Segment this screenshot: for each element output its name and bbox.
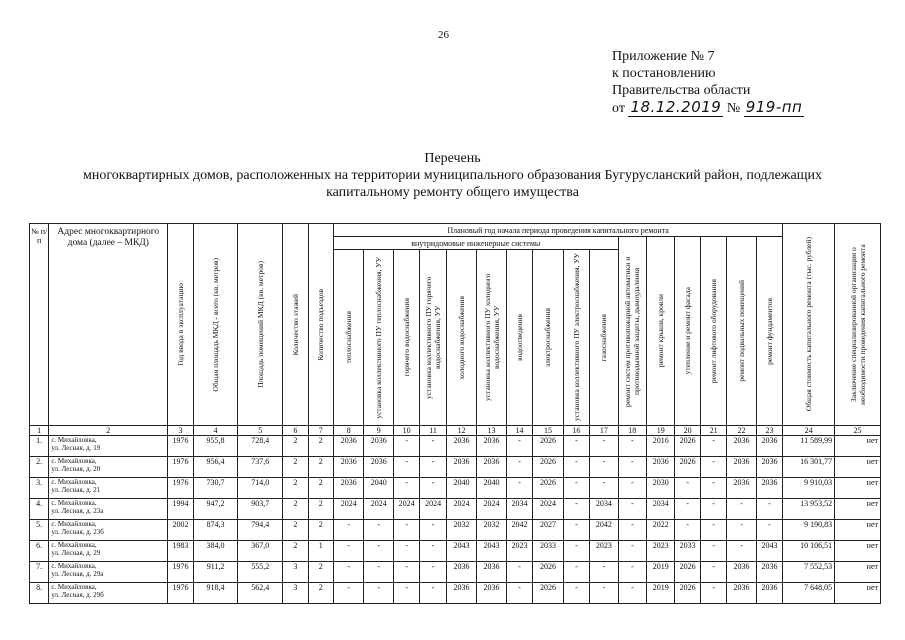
row-cell: 2026 [533, 478, 564, 499]
header-roof: ремонт крыши, кровли [647, 237, 675, 426]
appendix-block [612, 48, 804, 117]
row-cell: 2036 [364, 457, 393, 478]
header-heat-meter: установка коллективного ПУ теплоснабжения, УУ [364, 250, 393, 426]
row-cell: 956,4 [193, 457, 238, 478]
row-cell: 2036 [756, 478, 782, 499]
row-cell: 2023 [590, 541, 618, 562]
row-cell: 2036 [477, 562, 506, 583]
row-address-street: ул. Лесная, д. 29б [51, 591, 104, 599]
row-cell: - [420, 478, 446, 499]
row-cell: 2034 [590, 499, 618, 520]
row-cell: 918,4 [193, 583, 238, 604]
row-cell: 2036 [364, 436, 393, 457]
row-cell: 2036 [477, 457, 506, 478]
row-cell: - [563, 562, 589, 583]
row-cell: 1983 [168, 541, 193, 562]
row-cell: 794,4 [238, 520, 283, 541]
header-power: электроснабжения [533, 250, 564, 426]
row-cell: - [590, 478, 618, 499]
row-cell: 728,4 [238, 436, 283, 457]
row-cell: 1976 [168, 562, 193, 583]
header-plan: Плановый год начала периода проведения капитального ремонта [333, 224, 782, 237]
row-cell: 13 953,52 [783, 499, 835, 520]
header-num: № п/п [30, 224, 49, 426]
row-cell: - [700, 436, 726, 457]
row-cell: 9 190,83 [783, 520, 835, 541]
row-cell: 2019 [647, 583, 675, 604]
houses-table [29, 223, 881, 604]
row-address-settlement: с. Михайловка, [51, 562, 97, 570]
row-cell: 2036 [333, 436, 364, 457]
header-cost: Общая стоимость капитального ремонта (тыс. рублей) [783, 224, 835, 426]
handwritten-date: 18.12.2019 [630, 98, 722, 116]
row-cell: нет [835, 478, 881, 499]
row-cell: 2 [308, 457, 333, 478]
row-cell: 7 552,53 [783, 562, 835, 583]
header-total-area: Общая площадь МКД - всего (кв. метров) [193, 224, 238, 426]
row-cell: 2 [308, 562, 333, 583]
row-address-street: ул. Лесная, д. 29 [51, 549, 101, 557]
row-cell: 2036 [727, 562, 756, 583]
row-cell: 2036 [446, 436, 477, 457]
table-row [30, 499, 881, 520]
row-cell: - [700, 478, 726, 499]
header-power-meter: установка коллективного ПУ электроснабжения, УУ [563, 250, 589, 426]
row-cell: 2026 [675, 436, 700, 457]
row-cell: - [563, 457, 589, 478]
row-address-settlement: с. Михайловка, [51, 436, 97, 444]
row-address [49, 436, 168, 457]
row-address [49, 562, 168, 583]
row-cell: 16 301,77 [783, 457, 835, 478]
row-cell: 2036 [477, 436, 506, 457]
row-cell: - [675, 520, 700, 541]
header-elevator: ремонт лифтового оборудования [700, 237, 726, 426]
header-entrances: Количество подъездов [308, 224, 333, 426]
row-cell: 2032 [477, 520, 506, 541]
row-cell: нет [835, 520, 881, 541]
row-cell: - [618, 562, 646, 583]
row-cell: - [618, 457, 646, 478]
row-cell: 2040 [446, 478, 477, 499]
row-cell: 11 589,99 [783, 436, 835, 457]
row-cell: 2040 [477, 478, 506, 499]
row-cell: 2024 [333, 499, 364, 520]
row-cell: 2036 [756, 562, 782, 583]
row-number: 7. [30, 562, 49, 583]
row-cell: 2016 [647, 436, 675, 457]
row-cell: - [618, 436, 646, 457]
table-row [30, 457, 881, 478]
row-cell: 947,2 [193, 499, 238, 520]
row-cell: 2026 [675, 457, 700, 478]
row-cell: - [393, 457, 419, 478]
row-cell: - [393, 436, 419, 457]
row-cell: - [420, 520, 446, 541]
title-line-1: Перечень [424, 151, 481, 166]
row-cell: 2 [308, 499, 333, 520]
header-hot-water: горячего водоснабжения [393, 250, 419, 426]
row-cell: 2034 [506, 499, 532, 520]
row-cell: 2036 [477, 583, 506, 604]
row-cell: 2026 [675, 583, 700, 604]
row-cell: 1976 [168, 436, 193, 457]
table-row [30, 478, 881, 499]
row-cell: 2040 [364, 478, 393, 499]
row-cell: 2036 [756, 583, 782, 604]
row-cell: нет [835, 499, 881, 520]
title-line-3: капитальному ремонту общего имущества [326, 185, 579, 200]
row-cell: 3 [283, 583, 308, 604]
row-cell: 2043 [756, 541, 782, 562]
row-address-street: ул. Лесная, д. 23а [51, 507, 104, 515]
row-cell: - [506, 583, 532, 604]
row-cell: 2036 [756, 436, 782, 457]
row-cell: - [364, 541, 393, 562]
row-cell: 2 [308, 478, 333, 499]
row-cell: - [420, 457, 446, 478]
row-number: 3. [30, 478, 49, 499]
row-cell: нет [835, 583, 881, 604]
row-number: 1. [30, 436, 49, 457]
row-cell: - [364, 562, 393, 583]
header-floors: Количество этажей [283, 224, 308, 426]
column-number: 20 [675, 426, 700, 436]
table-row [30, 583, 881, 604]
page-number: 26 [438, 29, 449, 41]
row-cell: 2 [283, 499, 308, 520]
row-cell: - [618, 583, 646, 604]
row-cell: 2043 [446, 541, 477, 562]
row-cell: 2036 [727, 436, 756, 457]
row-cell: - [590, 436, 618, 457]
column-number: 3 [168, 426, 193, 436]
appendix-date-line [612, 99, 804, 117]
row-cell: нет [835, 541, 881, 562]
row-cell: 1994 [168, 499, 193, 520]
header-engineering: внутридомовые инженерные системы [333, 237, 618, 250]
row-cell: 2023 [647, 541, 675, 562]
row-cell: - [393, 562, 419, 583]
row-cell: - [506, 562, 532, 583]
column-number: 17 [590, 426, 618, 436]
row-cell: 2033 [675, 541, 700, 562]
row-cell: - [506, 436, 532, 457]
row-cell: 1976 [168, 478, 193, 499]
row-address-street: ул. Лесная, д. 23б [51, 528, 104, 536]
row-cell: 2 [283, 457, 308, 478]
column-number: 13 [477, 426, 506, 436]
row-address [49, 541, 168, 562]
row-cell: 2 [308, 436, 333, 457]
row-cell: - [618, 541, 646, 562]
row-cell: - [393, 520, 419, 541]
row-cell: 2024 [420, 499, 446, 520]
header-foundation: ремонт фундаментов [756, 237, 782, 426]
row-cell: нет [835, 562, 881, 583]
row-cell: - [700, 520, 726, 541]
row-cell: - [333, 583, 364, 604]
row-address-settlement: с. Михайловка, [51, 541, 97, 549]
row-cell: - [420, 541, 446, 562]
row-cell: 2023 [506, 541, 532, 562]
row-cell: 2030 [647, 478, 675, 499]
row-cell: - [700, 541, 726, 562]
header-address: Адрес многоквартирного дома (далее – МКД) [49, 224, 168, 426]
row-cell: - [506, 478, 532, 499]
row-cell: - [618, 520, 646, 541]
row-cell: 2036 [727, 583, 756, 604]
appendix-line-1: Приложение № 7 [612, 49, 715, 64]
row-cell: 555,2 [238, 562, 283, 583]
appendix-line-3: Правительства области [612, 83, 751, 98]
row-cell: 2 [308, 583, 333, 604]
header-gas: газоснабжения [590, 250, 618, 426]
column-number: 1 [30, 426, 49, 436]
table-row [30, 520, 881, 541]
row-cell: нет [835, 436, 881, 457]
row-address-settlement: с. Михайловка, [51, 583, 97, 591]
row-cell: 2024 [477, 499, 506, 520]
row-cell: 2036 [333, 478, 364, 499]
row-cell: - [506, 457, 532, 478]
row-cell: 2024 [446, 499, 477, 520]
column-number: 7 [308, 426, 333, 436]
row-cell: 2 [283, 478, 308, 499]
row-cell: 714,0 [238, 478, 283, 499]
row-address-street: ул. Лесная, д. 19 [51, 444, 101, 452]
column-number: 10 [393, 426, 419, 436]
row-cell: 737,6 [238, 457, 283, 478]
row-cell: - [420, 583, 446, 604]
row-cell: 2002 [168, 520, 193, 541]
row-cell: 1 [308, 541, 333, 562]
title-line-2: многоквартирных домов, расположенных на территории муниципального образования Бугурусланский район, подлежащих [83, 168, 822, 183]
row-cell: 1976 [168, 457, 193, 478]
header-conclusion: Заключение специализированной организации о необходимости проведения капитального ремонта [835, 224, 881, 426]
row-cell: - [675, 499, 700, 520]
row-cell: 2036 [446, 583, 477, 604]
row-cell: 2036 [756, 457, 782, 478]
column-number: 5 [238, 426, 283, 436]
row-address [49, 499, 168, 520]
row-cell: - [393, 478, 419, 499]
row-cell: 1976 [168, 583, 193, 604]
column-number: 25 [835, 426, 881, 436]
row-cell: - [700, 583, 726, 604]
row-cell: 2036 [727, 457, 756, 478]
row-cell: - [756, 520, 782, 541]
row-address [49, 478, 168, 499]
header-fire: ремонт систем противопожарной автоматики и противодымной защиты, дымоудаления [618, 237, 646, 426]
row-cell: - [563, 436, 589, 457]
row-cell: - [393, 541, 419, 562]
column-number: 9 [364, 426, 393, 436]
row-cell: 2024 [533, 499, 564, 520]
row-cell: 2026 [675, 562, 700, 583]
row-cell: 2036 [333, 457, 364, 478]
row-address-settlement: с. Михайловка, [51, 499, 97, 507]
row-cell: - [590, 457, 618, 478]
table-row [30, 562, 881, 583]
row-cell: 2026 [533, 436, 564, 457]
row-cell: - [563, 520, 589, 541]
header-cold-water: холодного водоснабжения [446, 250, 477, 426]
column-number: 11 [420, 426, 446, 436]
column-number: 19 [647, 426, 675, 436]
row-cell: 2022 [647, 520, 675, 541]
row-cell: - [727, 499, 756, 520]
row-address [49, 457, 168, 478]
row-cell: 2019 [647, 562, 675, 583]
row-address-settlement: с. Михайловка, [51, 457, 97, 465]
row-address-settlement: с. Михайловка, [51, 520, 97, 528]
row-cell: - [420, 562, 446, 583]
row-cell: - [333, 562, 364, 583]
row-cell: 874,3 [193, 520, 238, 541]
row-cell: - [590, 583, 618, 604]
row-cell: - [563, 478, 589, 499]
header-sewer: водоотведения [506, 250, 532, 426]
row-cell: - [563, 541, 589, 562]
row-cell: - [364, 520, 393, 541]
row-cell: - [590, 562, 618, 583]
column-number: 15 [533, 426, 564, 436]
appendix-line-2: к постановлению [612, 66, 716, 81]
column-number: 12 [446, 426, 477, 436]
column-number: 18 [618, 426, 646, 436]
row-cell: 2036 [647, 457, 675, 478]
column-number: 23 [756, 426, 782, 436]
row-cell: 2043 [477, 541, 506, 562]
row-cell: 2 [308, 520, 333, 541]
row-cell: 2026 [533, 583, 564, 604]
number-sign: № [726, 101, 741, 116]
row-cell: 2042 [506, 520, 532, 541]
row-cell: 903,7 [238, 499, 283, 520]
document-title [20, 150, 885, 201]
row-cell: нет [835, 457, 881, 478]
row-cell: 3 [283, 562, 308, 583]
column-number: 2 [49, 426, 168, 436]
header-heat: теплоснабжения [333, 250, 364, 426]
row-cell: - [333, 541, 364, 562]
row-cell: - [393, 583, 419, 604]
row-cell: - [618, 478, 646, 499]
row-cell: - [364, 583, 393, 604]
column-number: 4 [193, 426, 238, 436]
row-address-street: ул. Лесная, д. 21 [51, 486, 101, 494]
header-year: Год ввода в эксплуатацию [168, 224, 193, 426]
row-cell: 9 910,03 [783, 478, 835, 499]
row-address [49, 520, 168, 541]
from-label: от [612, 101, 625, 116]
row-cell: 384,0 [193, 541, 238, 562]
row-cell: 2036 [446, 562, 477, 583]
row-cell: 2024 [364, 499, 393, 520]
handwritten-number: 919-пп [745, 98, 803, 116]
row-cell: - [756, 499, 782, 520]
row-cell: 10 106,51 [783, 541, 835, 562]
row-address-street: ул. Лесная, д. 29а [51, 570, 104, 578]
row-cell: 730,7 [193, 478, 238, 499]
row-cell: 2032 [446, 520, 477, 541]
header-facade: утепление и ремонт фасада [675, 237, 700, 426]
row-cell: - [563, 583, 589, 604]
column-number: 8 [333, 426, 364, 436]
row-cell: 2 [283, 520, 308, 541]
row-cell: 2033 [533, 541, 564, 562]
row-cell: - [700, 562, 726, 583]
row-cell: 2026 [533, 457, 564, 478]
row-cell: 955,8 [193, 436, 238, 457]
column-number: 24 [783, 426, 835, 436]
row-number: 2. [30, 457, 49, 478]
row-cell: 911,2 [193, 562, 238, 583]
row-cell: - [700, 457, 726, 478]
header-basement: ремонт подвальных помещений [727, 237, 756, 426]
row-number: 8. [30, 583, 49, 604]
row-cell: - [618, 499, 646, 520]
row-cell: 2 [283, 436, 308, 457]
table-row [30, 541, 881, 562]
row-cell: 2 [283, 541, 308, 562]
column-number: 16 [563, 426, 589, 436]
row-cell: 2027 [533, 520, 564, 541]
row-number: 6. [30, 541, 49, 562]
row-cell: 2034 [647, 499, 675, 520]
column-number: 22 [727, 426, 756, 436]
row-cell: 2036 [727, 478, 756, 499]
row-cell: - [727, 541, 756, 562]
row-cell: 2026 [533, 562, 564, 583]
row-address-settlement: с. Михайловка, [51, 478, 97, 486]
row-number: 5. [30, 520, 49, 541]
row-address-street: ул. Лесная, д. 20 [51, 465, 101, 473]
row-cell: 2024 [393, 499, 419, 520]
header-premises-area: Площадь помещений МКД (кв. метров) [238, 224, 283, 426]
row-address [49, 583, 168, 604]
column-number: 14 [506, 426, 532, 436]
row-number: 4. [30, 499, 49, 520]
row-cell: 367,0 [238, 541, 283, 562]
row-cell: 562,4 [238, 583, 283, 604]
row-cell: 2036 [446, 457, 477, 478]
header-hot-water-meter: установка коллективного ПУ горячего водоснабжения, УУ [420, 250, 446, 426]
row-cell: - [675, 478, 700, 499]
row-cell: - [563, 499, 589, 520]
row-cell: - [700, 499, 726, 520]
column-number-row [30, 426, 881, 436]
table-row [30, 436, 881, 457]
row-cell: - [727, 520, 756, 541]
row-cell: 2042 [590, 520, 618, 541]
column-number: 6 [283, 426, 308, 436]
row-cell: 7 648,05 [783, 583, 835, 604]
row-cell: - [420, 436, 446, 457]
header-cold-water-meter: установка коллективного ПУ холодного водоснабжения, УУ [477, 250, 506, 426]
row-cell: - [333, 520, 364, 541]
column-number: 21 [700, 426, 726, 436]
